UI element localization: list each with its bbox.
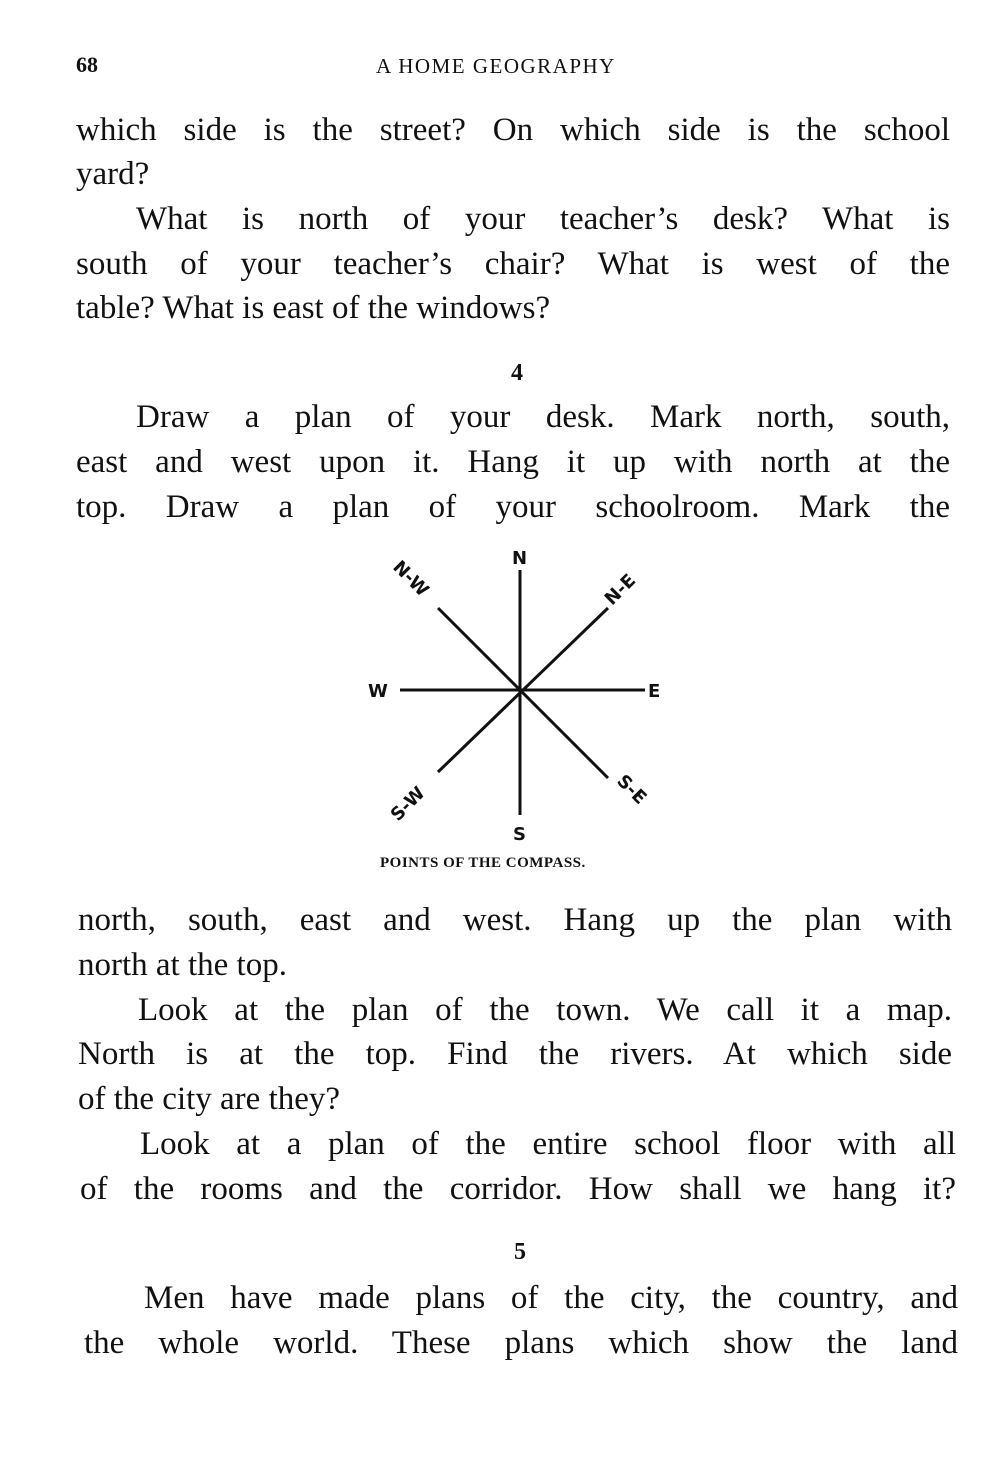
compass-label-n: N <box>512 548 528 569</box>
text-line: which side is the street? On which side is the school <box>76 112 950 148</box>
compass-label-nw: N-W <box>388 556 433 601</box>
page-number: 68 <box>76 52 98 77</box>
compass-diagram <box>350 540 690 850</box>
compass-figure <box>350 540 690 850</box>
section-number: 4 <box>511 360 523 386</box>
text-line: of the city are they? <box>78 1081 341 1117</box>
text-line: Draw a plan of your desk. Mark north, south, <box>136 399 950 435</box>
text-line: north, south, east and west. Hang up the plan with <box>78 902 952 938</box>
text-line: yard? <box>76 156 150 192</box>
text-line: Look at the plan of the town. We call it a map. <box>138 992 952 1028</box>
text-line: of the rooms and the corridor. How shall we hang it? <box>80 1171 956 1207</box>
text-line: the whole world. These plans which show the land <box>84 1325 958 1361</box>
text-line: south of your teacher’s chair? What is west of the <box>76 246 950 282</box>
text-line: Men have made plans of the city, the country, and <box>144 1280 958 1316</box>
compass-label-e: E <box>648 681 661 702</box>
page-header <box>76 52 956 82</box>
text-line: east and west upon it. Hang it up with north at the <box>76 444 950 480</box>
text-line: Look at a plan of the entire school floor with all <box>140 1126 956 1162</box>
compass-label-w: W <box>368 681 388 702</box>
figure-caption: POINTS OF THE COMPASS. <box>380 855 586 871</box>
compass-label-se: S-E <box>612 770 651 809</box>
running-title: A HOME GEOGRAPHY <box>376 54 616 78</box>
text-line: north at the top. <box>78 947 287 983</box>
text-line: North is at the top. Find the rivers. At which side <box>78 1036 952 1072</box>
compass-label-s: S <box>513 824 526 845</box>
compass-label-sw: S-W <box>386 782 430 826</box>
text-line: table? What is east of the windows? <box>76 290 551 326</box>
text-line: top. Draw a plan of your schoolroom. Mark the <box>76 489 950 525</box>
section-number: 5 <box>514 1239 526 1265</box>
compass-label-ne: N-E <box>600 570 641 610</box>
text-line: What is north of your teacher’s desk? What is <box>136 201 950 237</box>
